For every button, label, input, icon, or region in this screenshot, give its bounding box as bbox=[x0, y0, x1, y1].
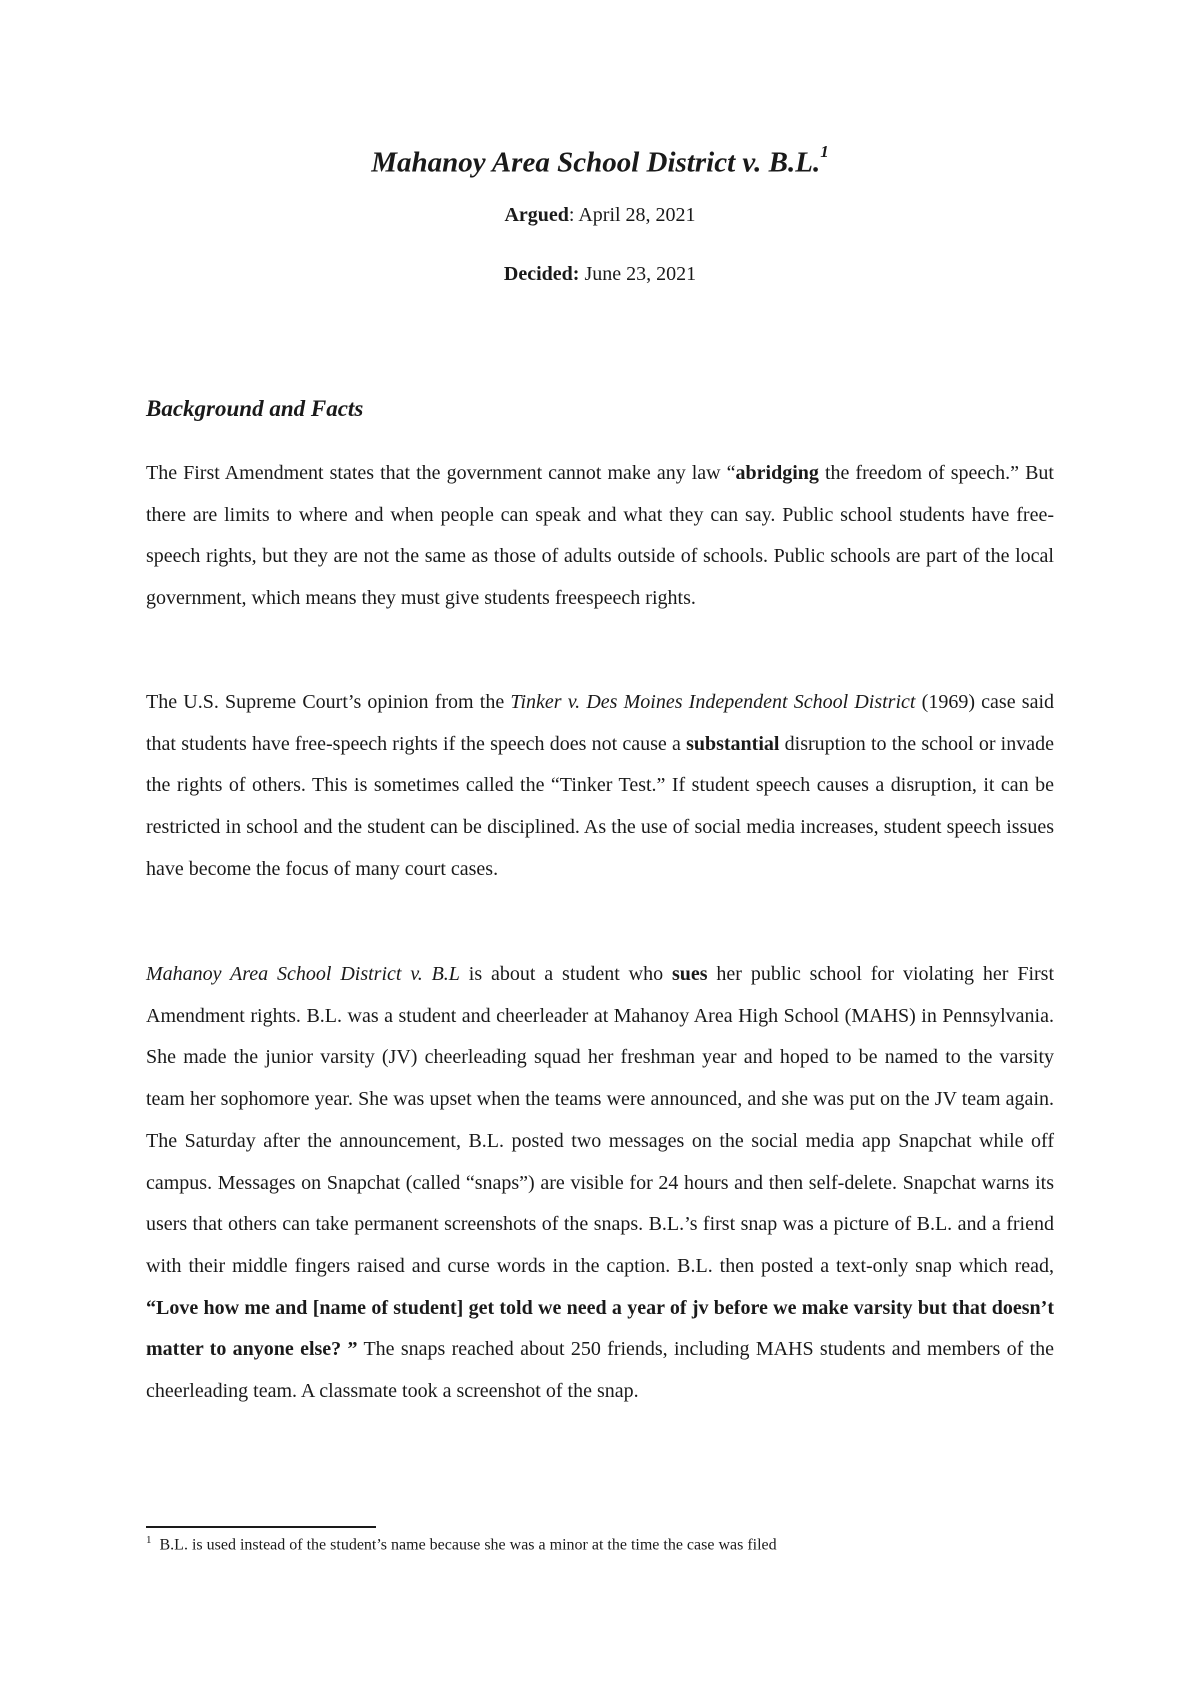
footnote-mark: 1 bbox=[146, 1534, 152, 1546]
bold-term-sues: sues bbox=[671, 963, 708, 985]
case-citation-mahanoy: Mahanoy Area School District v. B.L bbox=[146, 963, 460, 985]
section-heading: Background and Facts bbox=[146, 396, 364, 421]
argued-date bbox=[0, 204, 1200, 227]
decided-value: June 23, 2021 bbox=[579, 263, 697, 285]
paragraph-2: The U.S. Supreme Court’s opinion from the Tinker v. Des Moines Independent School District (1969) case said that students have free-speech rights if the speech does not cause a substantial disruption to the school or invade the rights of others. This is sometimes called the “Tinker Test.” If student speech causes a disruption, it can be restricted in school and the student can be disciplined. As the use of social media increases, student speech issues have become the focus of many court cases. bbox=[146, 691, 1054, 880]
decided-date bbox=[0, 263, 1200, 286]
title-text: Mahanoy Area School District v. B.L. bbox=[371, 146, 821, 179]
bold-term-substantial: substantial bbox=[686, 732, 780, 755]
title-footnote-mark[interactable]: 1 bbox=[820, 142, 829, 161]
page-title bbox=[0, 142, 1200, 180]
footnote bbox=[146, 1534, 1054, 1554]
decided-label: Decided: bbox=[503, 263, 580, 285]
quoted-snap-text: “Love how me and [name of student] get told we need a year of jv before we make varsity but that doesn’t matter to anyone else? ” bbox=[146, 1296, 1054, 1361]
case-citation-tinker: Tinker v. Des Moines Independent School District bbox=[510, 691, 916, 713]
footnote-text: B.L. is used instead of the student’s name because she was a minor at the time the case was filed bbox=[155, 1536, 777, 1554]
argued-value: : April 28, 2021 bbox=[568, 204, 696, 226]
argued-label: Argued bbox=[504, 204, 569, 226]
footnote-divider bbox=[146, 1526, 376, 1528]
paragraph-3: Mahanoy Area School District v. B.L is about a student who sues her public school for violating her First Amendment rights. B.L. was a student and cheerleader at Mahanoy Area High School (MAHS) in Pennsylvania. She made the junior varsity (JV) cheerleading squad her freshman year and hoped to be named to the varsity team her sophomore year. She was upset when the teams were announced, and she was put on the JV team again. The Saturday after the announcement, B.L. posted two messages on the social media app Snapchat while off campus. Messages on Snapchat (called “snaps”) are visible for 24 hours and then self-delete. Snapchat warns its users that others can take permanent screenshots of the snaps. B.L.’s first snap was a picture of B.L. and a friend with their middle fingers raised and curse words in the caption. B.L. then posted a text-only snap which read, “Love how me and [name of student] get told we need a year of jv before we make varsity but that doesn’t matter to anyone else? ” The snaps reached about 250 friends, including MAHS students and members of the cheerleading team. A classmate took a screenshot of the snap. bbox=[146, 963, 1055, 1403]
bold-term-abridging: abridging bbox=[735, 462, 819, 484]
paragraph-1: The First Amendment states that the government cannot make any law “abridging the freedom of speech.” But there are limits to where and when people can speak and what they can say. Public school students have free-speech rights, but they are not the same as those of adults outside of schools. Public schools are part of the local government, which means they must give students freespeech rights. bbox=[146, 462, 1054, 610]
